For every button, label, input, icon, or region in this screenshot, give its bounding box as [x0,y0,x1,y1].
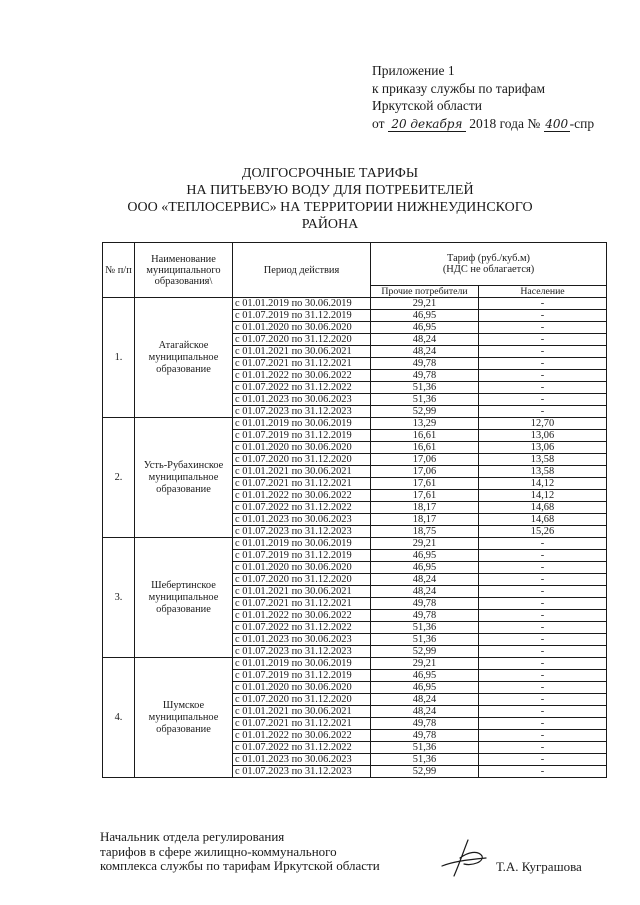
period-cell: с 01.07.2023 по 31.12.2023 [233,766,371,778]
title-line-3: ООО «ТЕПЛОСЕРВИС» НА ТЕРРИТОРИИ НИЖНЕУДИНСКОГО [127,200,533,215]
tariff-other-cell: 48,24 [371,586,479,598]
tariff-other-cell: 29,21 [371,658,479,670]
handwritten-date: 20 декабря [388,117,466,132]
period-cell: с 01.01.2021 по 30.06.2021 [233,466,371,478]
footer-line-1: Начальник отдела регулирования [100,829,285,844]
footer-line-3: комплекса службы по тарифам Иркутской области [100,858,380,873]
tariff-table-body [103,298,607,778]
row-number: 3. [103,538,135,658]
tariff-population-cell: - [479,586,607,598]
tariff-other-cell: 17,06 [371,454,479,466]
period-cell: с 01.01.2023 по 30.06.2023 [233,634,371,646]
period-cell: с 01.07.2020 по 31.12.2020 [233,334,371,346]
tariff-population-cell: - [479,706,607,718]
tariff-other-cell: 52,99 [371,406,479,418]
period-cell: с 01.01.2022 по 30.06.2022 [233,490,371,502]
row-number: 4. [103,658,135,778]
period-cell: с 01.01.2019 по 30.06.2019 [233,298,371,310]
tariff-other-cell: 46,95 [371,562,479,574]
period-cell: с 01.01.2021 по 30.06.2021 [233,586,371,598]
tariff-other-cell: 29,21 [371,298,479,310]
tariff-other-cell: 49,78 [371,598,479,610]
period-cell: с 01.07.2019 по 31.12.2019 [233,430,371,442]
period-cell: с 01.01.2019 по 30.06.2019 [233,658,371,670]
period-cell: с 01.07.2023 по 31.12.2023 [233,406,371,418]
tariff-other-cell: 52,99 [371,766,479,778]
tariff-other-cell: 48,24 [371,346,479,358]
period-cell: с 01.01.2021 по 30.06.2021 [233,706,371,718]
tariff-population-cell: 15,26 [479,526,607,538]
header-period: Период действия [233,243,371,298]
period-cell: с 01.01.2022 по 30.06.2022 [233,610,371,622]
period-cell: с 01.01.2020 по 30.06.2020 [233,322,371,334]
period-cell: с 01.01.2020 по 30.06.2020 [233,682,371,694]
tariff-population-cell: 14,12 [479,478,607,490]
tariff-other-cell: 49,78 [371,358,479,370]
table-row [103,538,607,550]
tariff-population-cell: 14,68 [479,502,607,514]
period-cell: с 01.07.2022 по 31.12.2022 [233,502,371,514]
header-tariff [371,243,607,286]
tariff-population-cell: - [479,574,607,586]
handwritten-signature [434,836,490,880]
tariff-other-cell: 16,61 [371,430,479,442]
tariff-population-cell: - [479,694,607,706]
tariff-population-cell: - [479,322,607,334]
tariff-other-cell: 48,24 [371,574,479,586]
period-cell: с 01.01.2023 по 30.06.2023 [233,394,371,406]
tariff-other-cell: 51,36 [371,634,479,646]
tariff-population-cell: - [479,358,607,370]
tariff-population-cell: - [479,370,607,382]
tariff-population-cell: 13,58 [479,466,607,478]
appendix-year: 2018 года № [469,115,541,131]
period-cell: с 01.07.2020 по 31.12.2020 [233,574,371,586]
appendix-region: Иркутской области [372,98,483,113]
municipality-name: Атагайское муниципальное образование [135,298,233,418]
row-number: 1. [103,298,135,418]
tariff-population-cell: - [479,598,607,610]
tariff-population-cell: - [479,538,607,550]
header-population: Население [479,286,607,298]
tariff-population-cell: - [479,310,607,322]
municipality-name: Усть-Рубахинское муниципальное образование [135,418,233,538]
tariff-population-cell: 14,68 [479,514,607,526]
tariff-other-cell: 49,78 [371,370,479,382]
appendix-prefix: от [372,115,385,131]
tariff-population-cell: - [479,610,607,622]
tariff-population-cell: - [479,682,607,694]
period-cell: с 01.01.2020 по 30.06.2020 [233,562,371,574]
tariff-other-cell: 51,36 [371,382,479,394]
municipality-name: Шумское муниципальное образование [135,658,233,778]
tariff-other-cell: 46,95 [371,550,479,562]
period-cell: с 01.07.2023 по 31.12.2023 [233,526,371,538]
document-title [60,165,600,233]
tariff-other-cell: 52,99 [371,646,479,658]
period-cell: с 01.07.2023 по 31.12.2023 [233,646,371,658]
period-cell: с 01.07.2021 по 31.12.2021 [233,478,371,490]
tariff-other-cell: 48,24 [371,334,479,346]
tariff-population-cell: - [479,382,607,394]
period-cell: с 01.07.2019 по 31.12.2019 [233,310,371,322]
tariff-other-cell: 16,61 [371,442,479,454]
tariff-population-cell: 12,70 [479,418,607,430]
period-cell: с 01.07.2020 по 31.12.2020 [233,694,371,706]
table-row [103,418,607,430]
period-cell: с 01.01.2022 по 30.06.2022 [233,370,371,382]
tariff-other-cell: 13,29 [371,418,479,430]
tariff-population-cell: - [479,718,607,730]
tariff-other-cell: 46,95 [371,322,479,334]
tariff-other-cell: 18,75 [371,526,479,538]
tariff-other-cell: 17,06 [371,466,479,478]
period-cell: с 01.01.2019 по 30.06.2019 [233,538,371,550]
row-number: 2. [103,418,135,538]
tariff-population-cell: - [479,658,607,670]
tariff-other-cell: 51,36 [371,742,479,754]
tariff-other-cell: 49,78 [371,730,479,742]
tariff-other-cell: 51,36 [371,394,479,406]
appendix-block [372,62,594,132]
tariff-population-cell: - [479,334,607,346]
header-tariff-note: (НДС не облагается) [442,264,535,275]
period-cell: с 01.07.2022 по 31.12.2022 [233,742,371,754]
tariff-other-cell: 51,36 [371,754,479,766]
footer-block [100,830,380,874]
tariff-other-cell: 18,17 [371,514,479,526]
tariff-other-cell: 29,21 [371,538,479,550]
header-tariff-title: Тариф (руб./куб.м) [446,253,530,264]
period-cell: с 01.07.2020 по 31.12.2020 [233,454,371,466]
period-cell: с 01.07.2021 по 31.12.2021 [233,718,371,730]
period-cell: с 01.01.2023 по 30.06.2023 [233,754,371,766]
title-line-4: РАЙОНА [301,217,359,232]
tariff-population-cell: - [479,346,607,358]
header-name: Наименование муниципального образования\ [135,243,233,298]
tariff-population-cell: - [479,562,607,574]
period-cell: с 01.01.2019 по 30.06.2019 [233,418,371,430]
period-cell: с 01.07.2019 по 31.12.2019 [233,670,371,682]
table-row [103,298,607,310]
tariff-other-cell: 48,24 [371,706,479,718]
tariff-population-cell: 13,58 [479,454,607,466]
tariff-population-cell: - [479,394,607,406]
appendix-order-ref: к приказу службы по тарифам [372,80,546,96]
tariff-other-cell: 18,17 [371,502,479,514]
tariff-population-cell: - [479,766,607,778]
tariff-population-cell: 13,06 [479,430,607,442]
tariff-population-cell: - [479,670,607,682]
header-other-consumers: Прочие потребители [371,286,479,298]
tariff-population-cell: - [479,730,607,742]
tariff-other-cell: 46,95 [371,310,479,322]
period-cell: с 01.01.2023 по 30.06.2023 [233,514,371,526]
appendix-suffix: -спр [569,115,595,131]
tariff-other-cell: 51,36 [371,622,479,634]
handwritten-order-number: 400 [545,116,569,131]
period-cell: с 01.07.2021 по 31.12.2021 [233,358,371,370]
period-cell: с 01.01.2022 по 30.06.2022 [233,730,371,742]
appendix-date-line [372,115,594,133]
tariff-population-cell: - [479,634,607,646]
table-row [103,658,607,670]
tariff-other-cell: 46,95 [371,670,479,682]
tariff-population-cell: 14,12 [479,490,607,502]
appendix-title: Приложение 1 [372,63,455,78]
period-cell: с 01.07.2022 по 31.12.2022 [233,382,371,394]
tariff-other-cell: 17,61 [371,490,479,502]
tariff-table [102,242,607,778]
title-line-2: НА ПИТЬЕВУЮ ВОДУ ДЛЯ ПОТРЕБИТЕЛЕЙ [186,183,474,198]
period-cell: с 01.07.2021 по 31.12.2021 [233,598,371,610]
tariff-population-cell: - [479,406,607,418]
tariff-population-cell: - [479,622,607,634]
tariff-other-cell: 46,95 [371,682,479,694]
tariff-population-cell: 13,06 [479,442,607,454]
tariff-population-cell: - [479,550,607,562]
tariff-population-cell: - [479,742,607,754]
tariff-other-cell: 17,61 [371,478,479,490]
period-cell: с 01.07.2019 по 31.12.2019 [233,550,371,562]
tariff-population-cell: - [479,298,607,310]
signer-name: Т.А. Куграшова [496,859,582,874]
period-cell: с 01.07.2022 по 31.12.2022 [233,622,371,634]
tariff-population-cell: - [479,754,607,766]
footer-line-2: тарифов в сфере жилищно-коммунального [100,843,337,859]
period-cell: с 01.01.2021 по 30.06.2021 [233,346,371,358]
tariff-other-cell: 48,24 [371,694,479,706]
municipality-name: Шебертинское муниципальное образование [135,538,233,658]
tariff-other-cell: 49,78 [371,718,479,730]
title-line-1: ДОЛГОСРОЧНЫЕ ТАРИФЫ [241,166,419,181]
header-num: № п/п [103,243,135,298]
tariff-population-cell: - [479,646,607,658]
tariff-other-cell: 49,78 [371,610,479,622]
period-cell: с 01.01.2020 по 30.06.2020 [233,442,371,454]
